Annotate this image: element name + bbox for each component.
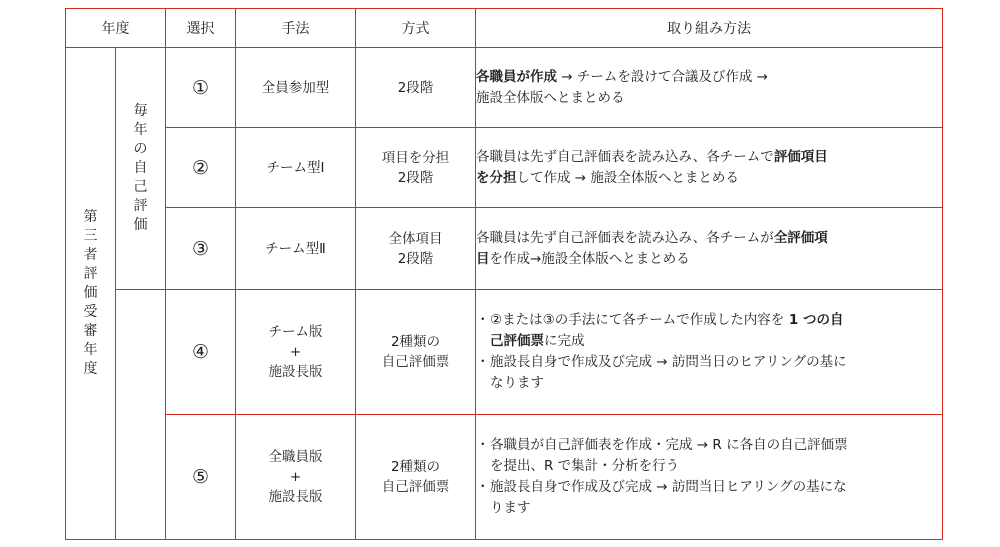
method-line: 施設長版 (268, 364, 323, 380)
vertical-label-char: 価 (133, 217, 148, 233)
bullet-dot: ・ (476, 479, 490, 495)
bullet-dot: ・ (476, 312, 490, 328)
header-select: 選択 (166, 9, 236, 48)
bullet-dot: ・ (476, 437, 490, 453)
vertical-label-char: の (133, 141, 148, 157)
approach-cell (476, 415, 943, 540)
text-line (476, 168, 942, 189)
vertical-label-char: 年 (83, 342, 98, 358)
vertical-label-char: 審 (83, 323, 98, 339)
text-line (476, 228, 942, 249)
text-line (476, 88, 942, 109)
bold-text: 1 つの自 (784, 312, 844, 328)
method-line: チーム型Ⅱ (265, 240, 326, 257)
text-segment: 施設長自身で作成及び完成 → 訪問当日のヒアリングの基に (490, 354, 847, 370)
text-segment: ります (490, 500, 531, 516)
text-line (490, 373, 942, 394)
text-segment: を提出、R で集計・分析を行う (490, 458, 680, 474)
third-party-year-label (66, 48, 116, 540)
text-line (490, 477, 942, 498)
text-line (476, 249, 942, 270)
text-segment: を作成→施設全体版へとまとめる (489, 250, 690, 267)
bullet-item (476, 352, 942, 394)
bold-text: 各職員が作成 (476, 68, 557, 85)
text-line (490, 310, 942, 331)
text-line (476, 67, 942, 88)
format-line: 2段階 (397, 79, 434, 96)
approach-cell (476, 290, 943, 415)
approach-cell (476, 208, 943, 290)
format-line: 2段階 (397, 169, 434, 186)
method-line: チーム型Ⅰ (266, 159, 325, 176)
format-cell (356, 48, 476, 128)
option-number: ① (166, 48, 236, 128)
bold-text: 評価項目 (773, 148, 828, 165)
text-segment: ②または③の手法にて各チームで作成した内容を (490, 312, 785, 328)
method-cell (236, 415, 356, 540)
method-line: チーム版 (268, 324, 323, 340)
bold-text: 全評価項 (773, 229, 828, 246)
vertical-label-char: 者 (83, 247, 98, 263)
table-row (66, 208, 943, 290)
bullet-dot: ・ (476, 354, 490, 370)
method-cell (236, 128, 356, 208)
vertical-label-char: 第 (83, 209, 98, 225)
format-line: 全体項目 (388, 230, 443, 247)
format-cell (356, 128, 476, 208)
table-row (66, 415, 943, 540)
vertical-label-char: 受 (83, 304, 98, 320)
format-cell (356, 208, 476, 290)
option-number: ② (166, 128, 236, 208)
bold-text: 目 (476, 250, 490, 267)
bullet-item (476, 477, 942, 519)
text-segment: 各職員が自己評価表を作成・完成 → R に各自の自己評価票 (490, 437, 848, 453)
method-line: 施設長版 (268, 489, 323, 505)
format-cell (356, 415, 476, 540)
format-line: 2種類の (390, 334, 441, 350)
approach-cell (476, 48, 943, 128)
evaluation-method-table (65, 8, 943, 540)
format-line: 自己評価票 (381, 479, 450, 495)
method-cell (236, 48, 356, 128)
vertical-label-char: 度 (83, 361, 98, 377)
format-line: 自己評価票 (381, 354, 450, 370)
header-method: 手法 (236, 9, 356, 48)
method-line: + (289, 344, 302, 360)
method-cell (236, 290, 356, 415)
text-segment: 各職員は先ず自己評価表を読み込み、各チームが (476, 229, 774, 246)
header-row (66, 9, 943, 48)
text-line (490, 498, 942, 519)
text-segment: 施設長自身で作成及び完成 → 訪問当日ヒアリングの基にな (490, 479, 847, 495)
method-cell (236, 208, 356, 290)
text-segment: → チームを設けて合議及び作成 → (557, 68, 768, 85)
vertical-label-char: 価 (83, 285, 98, 301)
option-number: ⑤ (166, 415, 236, 540)
table-row (66, 48, 943, 128)
bullet-item (476, 435, 942, 477)
bold-text: を分担 (476, 169, 517, 186)
vertical-label-char: 評 (83, 266, 98, 282)
method-line: 全員参加型 (261, 79, 330, 96)
text-line (476, 147, 942, 168)
vertical-label-char: 自 (133, 160, 148, 176)
option-number: ④ (166, 290, 236, 415)
header-format: 方式 (356, 9, 476, 48)
text-segment: なります (490, 375, 544, 391)
blank-annual-cell (116, 290, 166, 540)
header-year: 年度 (66, 9, 166, 48)
vertical-label-char: 年 (133, 122, 148, 138)
format-line: 2種類の (390, 459, 441, 475)
method-line: 全職員版 (268, 449, 323, 465)
approach-cell (476, 128, 943, 208)
vertical-label-char: 毎 (133, 103, 148, 119)
table-row (66, 128, 943, 208)
format-cell (356, 290, 476, 415)
vertical-label-char: 評 (133, 198, 148, 214)
option-number: ③ (166, 208, 236, 290)
text-segment: に完成 (544, 333, 585, 349)
method-line: + (289, 469, 302, 485)
annual-self-eval-label (116, 48, 166, 290)
bullet-item (476, 310, 942, 352)
vertical-label-char: 三 (83, 228, 98, 244)
text-line (490, 435, 942, 456)
vertical-label-char: 己 (133, 179, 148, 195)
text-segment: 各職員は先ず自己評価表を読み込み、各チームで (476, 148, 774, 165)
text-line (490, 331, 942, 352)
text-segment: 施設全体版へとまとめる (476, 89, 625, 106)
text-segment: して作成 → 施設全体版へとまとめる (516, 169, 739, 186)
format-line: 2段階 (397, 250, 434, 267)
table-row (66, 290, 943, 415)
text-line (490, 456, 942, 477)
text-line (490, 352, 942, 373)
format-line: 項目を分担 (381, 149, 450, 166)
bold-text: 己評価票 (490, 333, 544, 349)
header-approach: 取り組み方法 (476, 9, 943, 48)
